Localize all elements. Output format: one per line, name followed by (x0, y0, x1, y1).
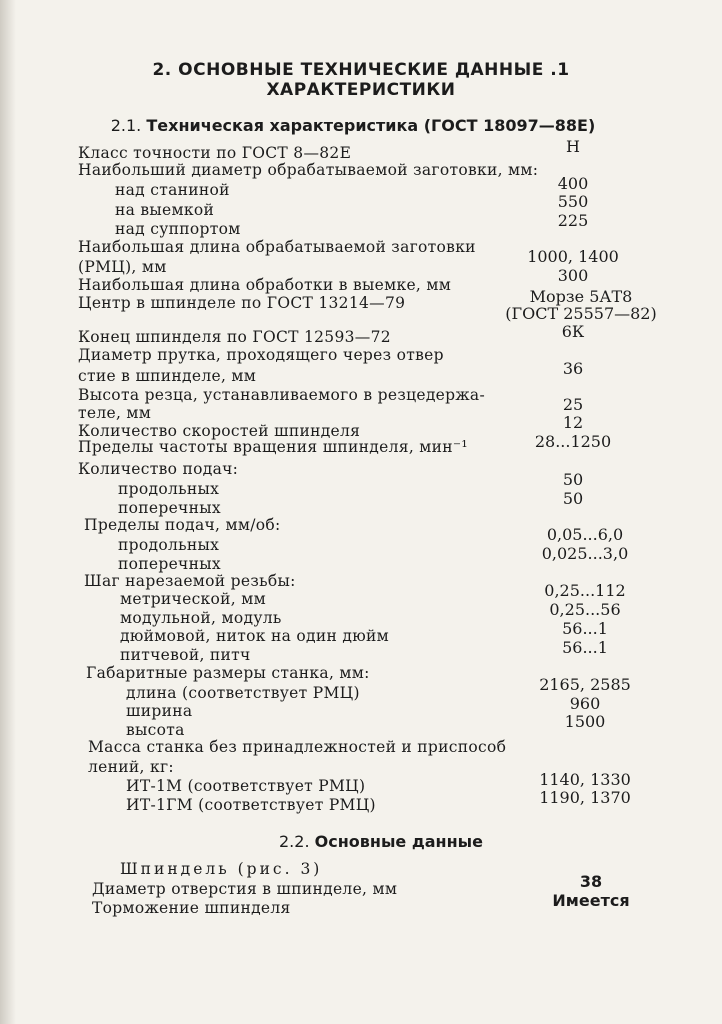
spec-value: 12 (562, 413, 584, 432)
spec-value: 960 (569, 694, 601, 713)
spec-label: модульной, модуль (120, 609, 282, 627)
spec-value: 1500 (564, 712, 606, 731)
spec-value: 56...1 (562, 638, 608, 657)
main-data-label: Диаметр отверстия в шпинделе, мм (92, 880, 398, 898)
spec-label: Центр в шпинделе по ГОСТ 13214—79 (78, 294, 406, 312)
spec-value: (ГОСТ 25557—82) (505, 304, 657, 323)
main-data-value: 38 (579, 872, 603, 891)
chapter-title: 2. ОСНОВНЫЕ ТЕХНИЧЕСКИЕ ДАННЫЕ .1 (152, 60, 570, 80)
chapter-title-line2: ХАРАКТЕРИСТИКИ (266, 80, 456, 100)
spec-label: высота (126, 721, 185, 739)
spec-label: метрической, мм (120, 590, 266, 608)
spec-label: теле, мм (78, 404, 152, 422)
section-number: 2.2. (279, 832, 310, 851)
spec-label: питчевой, питч (120, 646, 251, 664)
spec-label: Высота резца, устанавливаемого в резцедержа- (78, 386, 486, 404)
section-2-1-heading (0, 116, 714, 135)
spec-label: Масса станка без принадлежностей и приспособ (88, 738, 507, 756)
spec-label: Класс точности по ГОСТ 8—82Е (78, 144, 352, 162)
spec-label: над станиной (115, 181, 230, 199)
spec-label: Габаритные размеры станка, мм: (86, 664, 370, 682)
spec-value: 2165, 2585 (539, 675, 631, 694)
spec-label: ширина (126, 702, 193, 720)
main-data-label: Шпиндель (рис. 3) (120, 860, 323, 878)
spec-label: Количество скоростей шпинделя (78, 422, 361, 440)
spec-value: 50 (562, 489, 584, 508)
spec-label: ИТ-1ГМ (соответствует РМЦ) (126, 796, 376, 814)
spec-value: 1140, 1330 (539, 770, 631, 789)
section-title: Техническая характеристика (ГОСТ 18097—88Е) (146, 116, 596, 135)
main-data-value: Имеется (552, 891, 630, 910)
spec-label: на выемкой (115, 201, 215, 219)
spec-label: продольных (118, 536, 220, 554)
spec-label: лений, кг: (88, 758, 174, 776)
spec-label: дюймовой, ниток на один дюйм (120, 627, 389, 645)
spec-label: над суппортом (115, 220, 241, 238)
scan-edge-shadow (0, 0, 16, 1024)
spec-label: поперечных (118, 555, 221, 573)
spec-value: 0,05...6,0 (546, 525, 624, 544)
spec-value: 36 (562, 359, 584, 378)
spec-label: Наибольшая длина обрабатываемой заготовки (78, 238, 476, 256)
spec-label: Наибольшая длина обработки в выемке, мм (78, 276, 452, 294)
spec-label: Шаг нарезаемой резьбы: (84, 572, 296, 590)
spec-label: длина (соответствует РМЦ) (126, 684, 360, 702)
spec-label: ИТ-1М (соответствует РМЦ) (126, 777, 366, 795)
spec-value: 0,25...56 (549, 600, 621, 619)
spec-value: Морзе 5АТ8 (529, 287, 633, 306)
spec-label: продольных (118, 480, 220, 498)
section-title: Основные данные (314, 832, 483, 851)
spec-value: 225 (557, 211, 589, 230)
spec-label: поперечных (118, 499, 221, 517)
spec-value: 25 (562, 395, 584, 414)
spec-value: 6К (561, 322, 585, 341)
spec-value: 1000, 1400 (527, 247, 619, 266)
spec-value: 1190, 1370 (539, 788, 631, 807)
section-number: 2.1. (110, 116, 142, 135)
section-2-2-heading (20, 832, 722, 851)
spec-value: 550 (557, 192, 589, 211)
spec-value: 0,25...112 (544, 581, 626, 600)
spec-label: Наибольший диаметр обрабатываемой заготовки, мм: (78, 161, 539, 179)
spec-label: Диаметр прутка, проходящего через отвер (78, 346, 444, 364)
spec-label: (РМЦ), мм (78, 258, 167, 276)
spec-value: 28...1250 (534, 432, 612, 451)
spec-label: стие в шпинделе, мм (78, 367, 257, 385)
spec-value: 300 (557, 266, 589, 285)
spec-value: 56...1 (562, 619, 608, 638)
spec-label: Пределы частоты вращения шпинделя, мин⁻¹ (78, 438, 468, 456)
spec-label: Конец шпинделя по ГОСТ 12593—72 (78, 328, 391, 346)
spec-value: 50 (562, 470, 584, 489)
spec-value: Н (566, 137, 580, 156)
main-data-label: Торможение шпинделя (92, 899, 291, 917)
spec-label: Пределы подач, мм/об: (84, 516, 281, 534)
spec-value: 0,025...3,0 (541, 544, 629, 563)
spec-label: Количество подач: (78, 460, 239, 478)
spec-value: 400 (557, 174, 589, 193)
